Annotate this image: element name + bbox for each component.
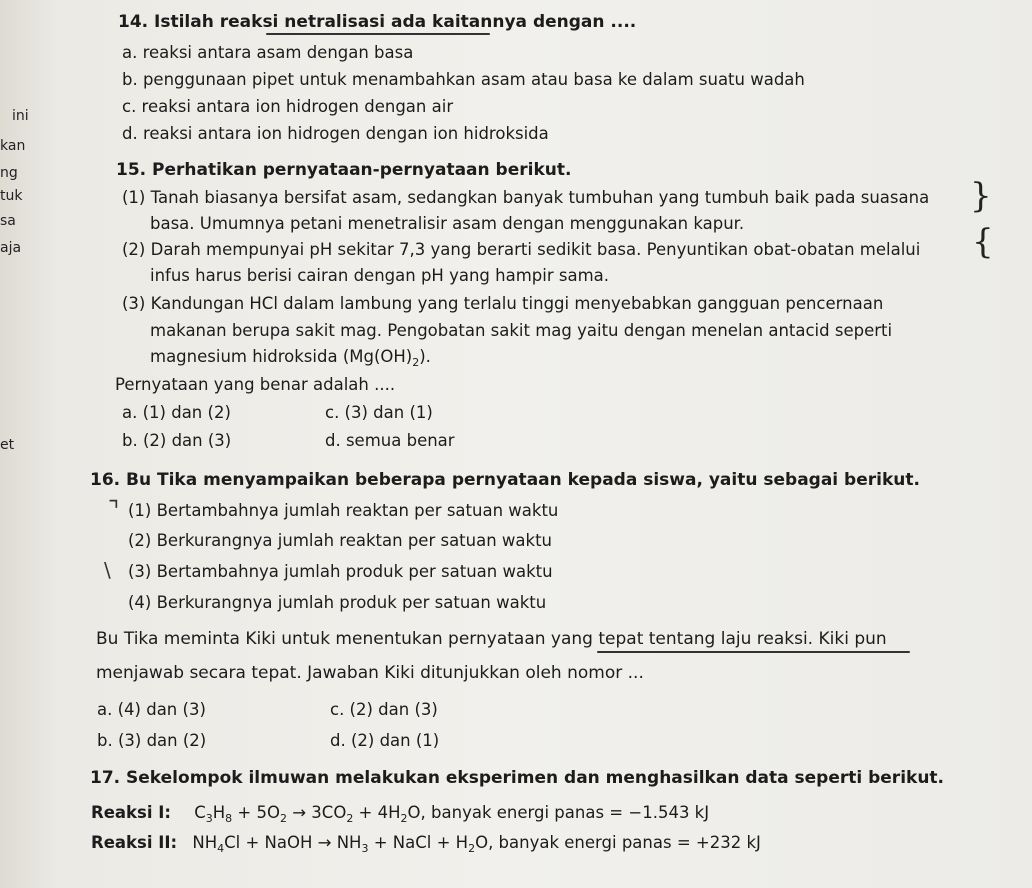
- q17-stem: 17. Sekelompok ilmuwan melakukan eksperimen dan menghasilkan data seperti berikut.: [90, 768, 945, 788]
- q16-option-a: a. (4) dan (3): [97, 700, 206, 719]
- q16-stem: 16. Bu Tika menyampaikan beberapa pernyataan kepada siswa, yaitu sebagai berikut.: [90, 470, 920, 490]
- q15-statement-3-line-2: makanan berupa sakit mag. Pengobatan sakit mag yaitu dengan menelan antacid seperti: [150, 321, 893, 340]
- q16-statement-1: (1) Bertambahnya jumlah reaktan per satuan waktu: [128, 501, 559, 520]
- q15-question: Pernyataan yang benar adalah ....: [115, 375, 396, 394]
- margin-fragment: kan: [0, 138, 26, 154]
- margin-fragment: aja: [0, 240, 22, 256]
- q15-option-c: c. (3) dan (1): [325, 403, 433, 422]
- reaction-1-label: Reaksi I:: [91, 803, 171, 822]
- q16-option-b: b. (3) dan (2): [97, 731, 207, 750]
- q15-option-a: a. (1) dan (2): [122, 403, 231, 422]
- reaction-1-equation: $C_3H_8 + 5O_2 \to 3CO_2 + 4H_2O$: [194, 803, 421, 825]
- q14-option-c: c. reaksi antara ion hidrogen dengan air: [122, 97, 454, 116]
- q16-statement-4: (4) Berkurangnya jumlah produk per satuan waktu: [128, 593, 547, 612]
- q15-statement-1-line-1: (1) Tanah biasanya bersifat asam, sedangkan banyak tumbuhan yang tumbuh baik pada suasana: [122, 188, 930, 207]
- handwritten-underline: [597, 651, 910, 653]
- margin-fragment: et: [0, 437, 15, 453]
- reaction-2-equation: $NH_4Cl$ + NaOH → $NH_3$ + NaCl + $H_2O$: [192, 833, 489, 855]
- reaction-2-label: Reaksi II:: [91, 833, 178, 852]
- handwritten-bracket-mark: }: [970, 176, 992, 216]
- q14-option-b: b. penggunaan pipet untuk menambahkan asam atau basa ke dalam suatu wadah: [122, 70, 805, 89]
- q16-paragraph-line-2: menjawab secara tepat. Jawaban Kiki ditunjukkan oleh nomor ...: [96, 663, 644, 683]
- q15-option-d: d. semua benar: [325, 431, 455, 450]
- q15-statement-3-line-1: (3) Kandungan HCl dalam lambung yang terlalu tinggi menyebabkan gangguan pencernaan: [122, 294, 884, 313]
- handwritten-tick-mark: ⌝: [108, 496, 120, 524]
- q15-stem: 15. Perhatikan pernyataan-pernyataan berikut.: [116, 160, 572, 180]
- handwritten-underline: [266, 33, 490, 35]
- q14-stem: 14. Istilah reaksi netralisasi ada kaitannya dengan ....: [118, 12, 637, 32]
- q17-reaction-1: [91, 803, 709, 829]
- margin-fragment: tuk: [0, 188, 23, 204]
- q15-statement-3-line-3: magnesium hidroksida $(Mg(OH)_2)$.: [150, 347, 431, 369]
- reaction-1-energy: , banyak energi panas = −1.543 kJ: [420, 803, 710, 822]
- q15-option-b: b. (2) dan (3): [122, 431, 232, 450]
- q14-option-d: d. reaksi antara ion hidrogen dengan ion hidroksida: [122, 124, 549, 143]
- handwritten-tick-mark: \: [104, 558, 111, 582]
- handwritten-bracket-mark: {: [972, 222, 994, 262]
- q17-reaction-2: [91, 833, 761, 859]
- q15-statement-1-line-2: basa. Umumnya petani menetralisir asam dengan menggunakan kapur.: [150, 214, 745, 233]
- q15-statement-2-line-1: (2) Darah mempunyai pH sekitar 7,3 yang berarti sedikit basa. Penyuntikan obat-obatan melalui: [122, 240, 921, 259]
- q14-option-a: a. reaksi antara asam dengan basa: [122, 43, 414, 62]
- q16-option-d: d. (2) dan (1): [330, 731, 440, 750]
- reaction-2-energy: , banyak energi panas = +232 kJ: [488, 833, 761, 852]
- q16-option-c: c. (2) dan (3): [330, 700, 438, 719]
- margin-fragment: ini: [12, 108, 29, 124]
- margin-fragment: sa: [0, 213, 16, 229]
- q15-statement-2-line-2: infus harus berisi cairan dengan pH yang hampir sama.: [150, 266, 609, 285]
- margin-fragment: ng: [0, 165, 18, 181]
- q16-paragraph-line-1: Bu Tika meminta Kiki untuk menentukan pernyataan yang tepat tentang laju reaksi. Kiki pun: [96, 629, 887, 649]
- q16-statement-2: (2) Berkurangnya jumlah reaktan per satuan waktu: [128, 531, 553, 550]
- q16-statement-3: (3) Bertambahnya jumlah produk per satuan waktu: [128, 562, 553, 581]
